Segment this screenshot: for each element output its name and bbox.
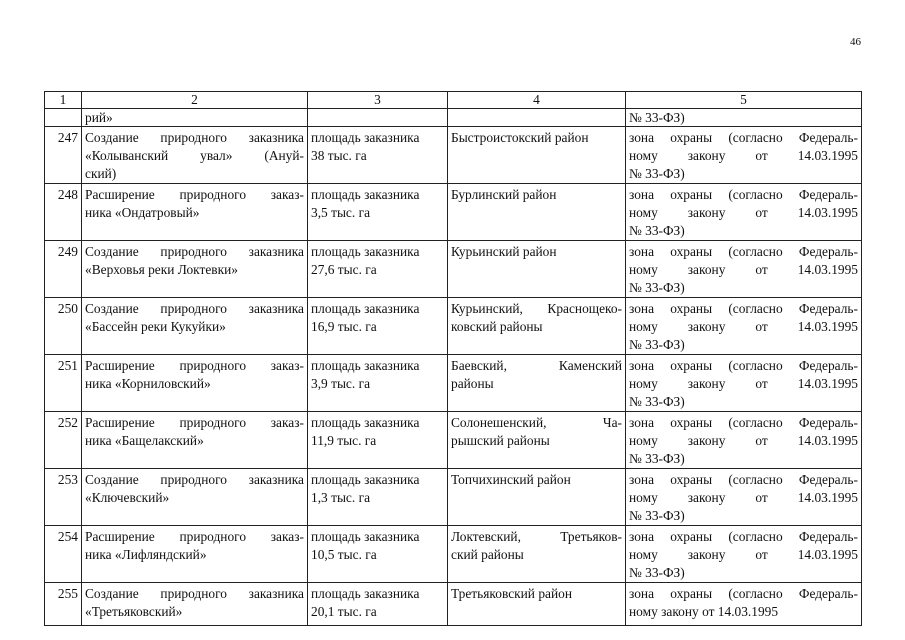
cell-line: ному закону от 14.03.1995 — [629, 490, 858, 505]
row-number-cell: 253 — [45, 469, 82, 526]
row-number-cell: 254 — [45, 526, 82, 583]
cell-line: Топчихинский район — [451, 472, 571, 487]
action-cell — [82, 184, 308, 241]
cell-line: Расширение природного заказ- — [85, 529, 304, 544]
cell-line: «Верховья реки Локтевки» — [85, 262, 238, 277]
district-cell — [448, 241, 626, 298]
row-number-cell: 250 — [45, 298, 82, 355]
cell-line: рышский районы — [451, 433, 550, 448]
cell-line: 1,3 тыс. га — [311, 490, 371, 505]
cell-line: ному закону от 14.03.1995 — [629, 604, 779, 619]
cell-line: площадь заказника — [311, 244, 420, 259]
status-cell — [626, 412, 862, 469]
row-number-cell: 255 — [45, 583, 82, 626]
action-cell — [82, 469, 308, 526]
status-cell — [626, 469, 862, 526]
column-header-5: 5 — [626, 92, 862, 109]
status-cell — [626, 241, 862, 298]
district-cell — [448, 469, 626, 526]
table-row — [45, 469, 862, 526]
cell-line: Третьяковский район — [451, 586, 572, 601]
cell-line: «Бассейн реки Кукуйки» — [85, 319, 226, 334]
area-cell — [308, 469, 448, 526]
status-cell — [626, 355, 862, 412]
cell-line: зона охраны (согласно Федераль- — [629, 586, 858, 601]
cell-line: ному закону от 14.03.1995 — [629, 376, 858, 391]
table-row — [45, 526, 862, 583]
action-cell — [82, 127, 308, 184]
cell-line: площадь заказника — [311, 586, 420, 601]
area-cell — [308, 412, 448, 469]
cell-line: ному закону от 14.03.1995 — [629, 319, 858, 334]
column-header-1: 1 — [45, 92, 82, 109]
cell-line: Создание природного заказника — [85, 301, 304, 316]
cell-line: зона охраны (согласно Федераль- — [629, 187, 858, 202]
area-cell — [308, 298, 448, 355]
district-cell — [448, 355, 626, 412]
cell-line: Курьинский, Краснощеко- — [451, 301, 622, 316]
cell-line: «Третьяковский» — [85, 604, 183, 619]
cell-line: зона охраны (согласно Федераль- — [629, 130, 858, 145]
cell-line: площадь заказника — [311, 187, 420, 202]
district-cell — [448, 298, 626, 355]
cell-line: зона охраны (согласно Федераль- — [629, 244, 858, 259]
status-cell — [626, 583, 862, 626]
cell-line: 16,9 тыс. га — [311, 319, 377, 334]
row-number-cell: 251 — [45, 355, 82, 412]
status-cell — [626, 526, 862, 583]
cell-line: 3,9 тыс. га — [311, 376, 371, 391]
column-header-4: 4 — [448, 92, 626, 109]
action-cell — [82, 109, 308, 127]
district-cell — [448, 412, 626, 469]
cell-line: «Ключевский» — [85, 490, 170, 505]
cell-line: Быстроистокский район — [451, 130, 589, 145]
district-cell — [448, 583, 626, 626]
table-body — [45, 92, 862, 626]
cell-line: 38 тыс. га — [311, 148, 367, 163]
cell-line: № 33-ФЗ) — [629, 110, 685, 125]
cell-line: площадь заказника — [311, 415, 420, 430]
cell-line: площадь заказника — [311, 301, 420, 316]
cell-line: 27,6 тыс. га — [311, 262, 377, 277]
cell-line: ному закону от 14.03.1995 — [629, 262, 858, 277]
cell-line: ника «Лифляндский» — [85, 547, 207, 562]
area-cell — [308, 241, 448, 298]
status-cell — [626, 184, 862, 241]
row-number-cell — [45, 109, 82, 127]
column-header-2: 2 — [82, 92, 308, 109]
cell-line: Баевский, Каменский — [451, 358, 622, 373]
cell-line: Солонешенский, Ча- — [451, 415, 622, 430]
cell-line: № 33-ФЗ) — [629, 337, 685, 352]
cell-line: Создание природного заказника — [85, 472, 304, 487]
cell-line: Курьинский район — [451, 244, 557, 259]
cell-line: площадь заказника — [311, 529, 420, 544]
action-cell — [82, 298, 308, 355]
cell-line: Расширение природного заказ- — [85, 415, 304, 430]
action-cell — [82, 526, 308, 583]
cell-line: площадь заказника — [311, 358, 420, 373]
area-cell — [308, 184, 448, 241]
protected-areas-table — [44, 91, 862, 626]
area-cell — [308, 127, 448, 184]
cell-line: площадь заказника — [311, 472, 420, 487]
cell-line: зона охраны (согласно Федераль- — [629, 358, 858, 373]
cell-line: 10,5 тыс. га — [311, 547, 377, 562]
cell-line: рий» — [85, 110, 113, 125]
table-row — [45, 241, 862, 298]
district-cell — [448, 526, 626, 583]
table-row — [45, 184, 862, 241]
cell-line: Создание природного заказника — [85, 244, 304, 259]
cell-line: № 33-ФЗ) — [629, 451, 685, 466]
cell-line: № 33-ФЗ) — [629, 565, 685, 580]
table-row — [45, 298, 862, 355]
cell-line: № 33-ФЗ) — [629, 166, 685, 181]
cell-line: «Колыванский увал» (Ануй- — [85, 148, 304, 163]
cell-line: зона охраны (согласно Федераль- — [629, 415, 858, 430]
cell-line: ному закону от 14.03.1995 — [629, 148, 858, 163]
table-row — [45, 127, 862, 184]
cell-line: Создание природного заказника — [85, 130, 304, 145]
action-cell — [82, 412, 308, 469]
table-row — [45, 583, 862, 626]
cell-line: ский районы — [451, 547, 524, 562]
cell-line: № 33-ФЗ) — [629, 280, 685, 295]
action-cell — [82, 241, 308, 298]
row-number-cell: 249 — [45, 241, 82, 298]
cell-line: № 33-ФЗ) — [629, 394, 685, 409]
action-cell — [82, 583, 308, 626]
table-row — [45, 412, 862, 469]
row-number-cell: 247 — [45, 127, 82, 184]
row-number-cell: 252 — [45, 412, 82, 469]
cell-line: № 33-ФЗ) — [629, 223, 685, 238]
district-cell — [448, 184, 626, 241]
cell-line: ника «Корниловский» — [85, 376, 211, 391]
cell-line: Бурлинский район — [451, 187, 557, 202]
table-row — [45, 355, 862, 412]
cell-line: зона охраны (согласно Федераль- — [629, 529, 858, 544]
cell-line: ному закону от 14.03.1995 — [629, 547, 858, 562]
area-cell — [308, 583, 448, 626]
area-cell — [308, 109, 448, 127]
status-cell — [626, 109, 862, 127]
cell-line: Расширение природного заказ- — [85, 358, 304, 373]
cell-line: 20,1 тыс. га — [311, 604, 377, 619]
cell-line: зона охраны (согласно Федераль- — [629, 472, 858, 487]
cell-line: Создание природного заказника — [85, 586, 304, 601]
cell-line: зона охраны (согласно Федераль- — [629, 301, 858, 316]
cell-line: № 33-ФЗ) — [629, 508, 685, 523]
cell-line: ному закону от 14.03.1995 — [629, 433, 858, 448]
row-number-cell: 248 — [45, 184, 82, 241]
cell-line: ский) — [85, 166, 117, 181]
cell-line: Расширение природного заказ- — [85, 187, 304, 202]
page-number: 46 — [850, 36, 861, 48]
cell-line: Локтевский, Третьяков- — [451, 529, 622, 544]
cell-line: 3,5 тыс. га — [311, 205, 371, 220]
district-cell — [448, 127, 626, 184]
cell-line: ному закону от 14.03.1995 — [629, 205, 858, 220]
district-cell — [448, 109, 626, 127]
action-cell — [82, 355, 308, 412]
cell-line: ковский районы — [451, 319, 543, 334]
area-cell — [308, 355, 448, 412]
area-cell — [308, 526, 448, 583]
table-row — [45, 109, 862, 127]
cell-line: районы — [451, 376, 494, 391]
column-header-3: 3 — [308, 92, 448, 109]
cell-line: ника «Бащелакский» — [85, 433, 204, 448]
table-header-row — [45, 92, 862, 109]
cell-line: 11,9 тыс. га — [311, 433, 377, 448]
status-cell — [626, 298, 862, 355]
cell-line: ника «Ондатровый» — [85, 205, 200, 220]
cell-line: площадь заказника — [311, 130, 420, 145]
status-cell — [626, 127, 862, 184]
